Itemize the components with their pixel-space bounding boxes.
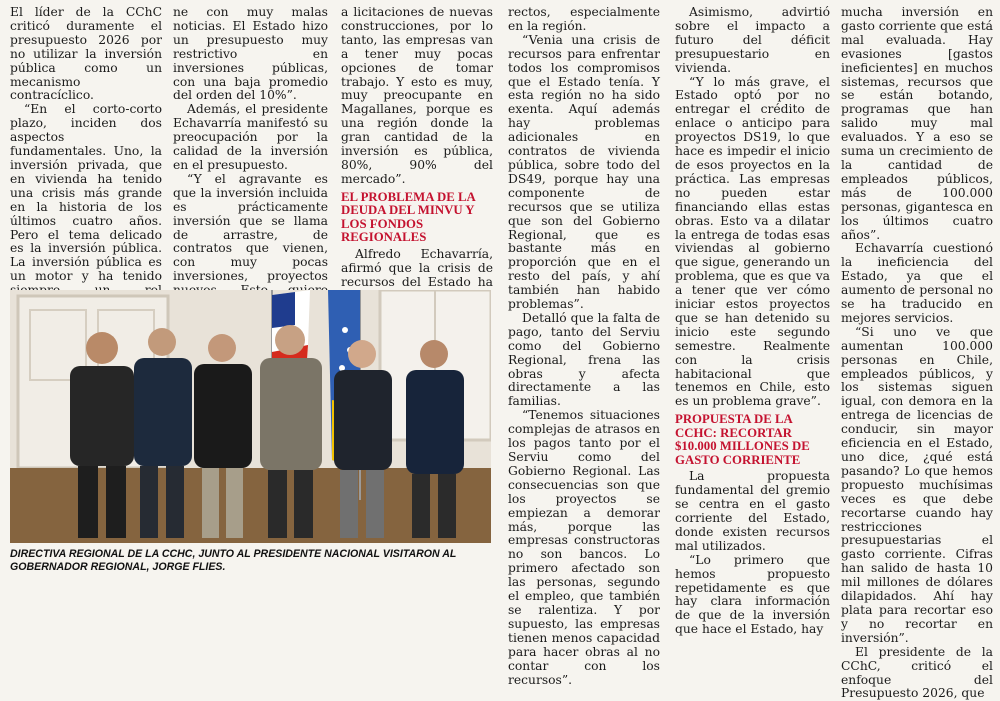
paragraph: Alfredo Echavarría, afirmó que la crisis de recursos del Estado ha — [341, 246, 493, 289]
paragraph: “Lo primero que hemos propuesto repetidamente es que hay clara información de que de la inversión que hace el Estado, hay — [675, 552, 830, 637]
paragraph: a licitaciones de nuevas construcciones, por lo tanto, las empresas van a tener muy pocas opciones de tomar trabajo. Y esto es muy, muy preocupante en Magallanes, porque es una región donde la gran cantidad de la inversión es pública, 80%, 90% del mercado”. — [341, 5, 493, 186]
paragraph: El presidente de la CChC, criticó el enfoque del Presupuesto 2026, que — [841, 644, 993, 701]
paragraph: ne con muy malas noticias. El Estado hizo un presupuesto muy restrictivo en inversiones públicas, con una baja promedio del orden del 10%”. — [173, 5, 328, 103]
paragraph: Detalló que la falta de pago, tanto del Serviu como del Gobierno Regional, frena las obras y afecta directamente a las familias. — [508, 310, 660, 409]
paragraph: El líder de la CChC criticó duramente el presupuesto 2026 por no utilizar la inversión pública como un mecanismo contracíclico. — [10, 5, 162, 103]
paragraph: “En el corto-corto plazo, inciden dos aspectos fundamentales. Uno, la inversión privada, que en vivienda ha tenido una crisis más grande en la historia de los últimos cuatro años. Pero el tema delicado es la inversión pública. La inversión pública es un motor y ha tenido — [10, 102, 162, 284]
group-photo-illustration — [10, 290, 491, 543]
paragraph: “Y lo más grave, el Estado optó por no entregar el crédito de enlace o anticipo para proyectos DS19, lo que hace es impedir el inicio de esos proyectos en la práctica. Las empresas no pueden estar financiando ellas estas obras. Esto va a dilatar la entrega de todas esas viviendas al gobierno que sigue, generando un problema, que es que va a tener que ver cómo iniciar estos proyectos que se han detenido su inicio este segundo semestre. Realmente con la crisis habitacional que tenemos en Chile, esto es un problema grave”. — [675, 74, 830, 409]
paragraph: La propuesta fundamental del gremio se centra en el gasto corriente del Estado, donde existen recursos mal utilizados. — [675, 469, 830, 553]
photo-caption: DIRECTIVA REGIONAL DE LA CCHC, JUNTO AL PRESIDENTE NACIONAL VISITARON AL GOBERNADOR REGIONAL, JORGE FLIES. — [10, 548, 457, 573]
paragraph: Asimismo, advirtió sobre el impacto a futuro del déficit presupuestario en vivienda. — [675, 5, 830, 75]
paragraph: “Tenemos situaciones complejas de atrasos en los pagos tanto por el Serviu como del Gobierno Regional. Las consecuencias son que los proyectos se empiezan a demorar más, porque las empresas constructoras no son bancos. Lo primero afectado son las personas, segundo el empleo, que también se ralentiza. Y por supuesto, las empresas tienen menos capacidad para hacer obras al no contar con los recursos”. — [508, 408, 660, 687]
article-column-2 — [173, 6, 328, 326]
article-column-5 — [675, 6, 830, 637]
paragraph: Echavarría cuestionó la ineficiencia del Estado, ya que el aumento de personal no se ha traducido en mejores servicios. — [841, 241, 993, 325]
section-heading: EL PROBLEMA DE LA DEUDA DEL MINVU Y LOS FONDOS REGIONALES — [341, 189, 476, 245]
paragraph: mucha inversión en gasto corriente que está mal evaluada. Hay evasiones [gastos ineficientes] en muchos sistemas, recursos que se están botando, programas que han salido muy mal evaluados. Y a eso se suma un crecimiento de la cantidad de empleados públicos, más de 100.000 personas, gigantesca en los últimos cuatro años”. — [841, 5, 993, 242]
paragraph: rectos, especialmente en la región. — [508, 5, 660, 33]
news-photo — [10, 290, 491, 543]
article-column-6 — [841, 6, 993, 701]
article-column-4 — [508, 6, 660, 687]
section-heading: PROPUESTA DE LA CCHC: RECORTAR $10.000 MILLONES DE GASTO CORRIENTE — [675, 412, 810, 467]
paragraph: “Venia una crisis de recursos para enfrentar todos los compromisos que el Estado tenía. Y esta región no ha sido exenta. Aquí además hay problemas adicionales en contratos de vivienda pública, sobre todo del DS49, porque hay una componente de recursos que se utiliza que son del Gobierno Regional, que es bastante más en proporción que en el resto del país, y ahí también han habido problemas”. — [508, 32, 660, 312]
paragraph: “Y el agravante es que la inversión incluida es prácticamente inversión que se llama de arrastre, de contratos que vienen, con muy pocas inversiones, proyectos — [173, 171, 328, 284]
article-column-3 — [341, 6, 493, 303]
paragraph: Además, el presidente Echavarría manifestó su preocupación por la calidad de la inversión en el presupuesto. — [173, 102, 328, 172]
paragraph: “Si uno ve que aumentan 100.000 personas en Chile, empleados públicos, y los sistemas siguen igual, con demora en la entrega de licencias de conducir, sin mayor eficiencia en el Estado, uno dice, ¿qué está pasando? Lo que hemos propuesto muchísimas veces es que debe recortarse cuando hay restricciones presupuestarias el gasto corriente. Cifras han salido de hasta 10 mil millones de dólares dilapidados. Ahí hay plata para recortar eso y no recortar en inversión”. — [841, 324, 993, 645]
